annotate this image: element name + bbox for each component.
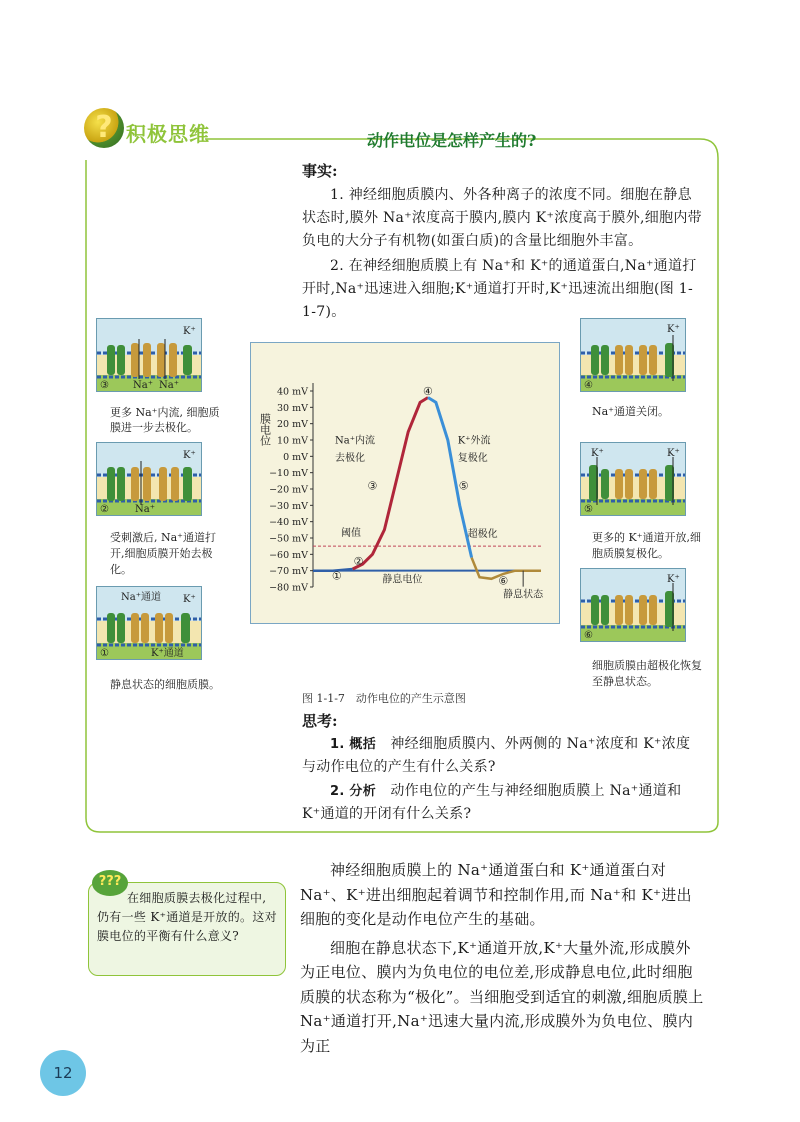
annotation-resting-potential: 静息电位 xyxy=(382,574,423,586)
panel-caption: 更多 Na⁺内流, 细胞质膜进一步去极化。 xyxy=(110,406,220,434)
annotation-depolarization: 去极化 xyxy=(335,453,365,465)
question-badge-icon: ? xyxy=(84,108,124,148)
question-1: 1. 概括 神经细胞质膜内、外两侧的 Na⁺浓度和 K⁺浓度与动作电位的产生有什么关系? xyxy=(302,736,691,775)
chart-svg xyxy=(251,343,559,623)
y-tick-label: −50 mV xyxy=(269,533,308,545)
panel-caption: 静息状态的细胞质膜。 xyxy=(110,678,220,691)
y-tick-label: −30 mV xyxy=(269,500,308,512)
membrane-panel-5 xyxy=(580,442,686,516)
membrane-panel-6 xyxy=(580,568,686,642)
stage-mark: ① xyxy=(331,569,342,583)
ion-label: Na⁺通道 xyxy=(121,592,161,603)
ion-label: K⁺ xyxy=(667,574,680,585)
body-text xyxy=(300,858,704,1058)
question-2: 2. 分析 动作电位的产生与神经细胞质膜上 Na⁺通道和 K⁺通道的开闭有什么关系? xyxy=(302,783,682,822)
ion-label: Na⁺ xyxy=(159,380,179,391)
panel-caption: 细胞质膜由超极化恢复至静息状态。 xyxy=(592,659,702,688)
page-number: 12 xyxy=(40,1050,86,1096)
curve-depolarization-segment xyxy=(353,398,428,570)
membrane-panel-3 xyxy=(96,318,202,392)
annotation-resting-state: 静息状态 xyxy=(503,589,544,601)
ion-label: Na⁺ xyxy=(135,504,155,515)
y-tick-label: 40 mV xyxy=(277,386,308,398)
think-questions xyxy=(302,733,702,826)
annotation-hyperpolarization: 超极化 xyxy=(467,529,498,541)
curve-repolarization-segment xyxy=(428,398,472,558)
ion-label: K⁺ xyxy=(667,324,680,335)
panel-caption: 受刺激后, Na⁺通道打开,细胞质膜开始去极化。 xyxy=(110,531,216,576)
y-tick-label: −40 mV xyxy=(269,517,308,529)
facts-heading: 事实: xyxy=(302,162,338,180)
annotation-depolarization: Na⁺内流 xyxy=(335,435,375,447)
ion-label: K⁺ xyxy=(183,594,196,605)
y-tick-label: −10 mV xyxy=(269,468,308,480)
question-bubble-icon: ??? xyxy=(92,870,128,896)
section-label: 积极思维 xyxy=(126,122,210,146)
stage-mark: ④ xyxy=(423,385,433,398)
annotation-threshold: 阈值 xyxy=(341,528,361,540)
ion-label: K⁺通道 xyxy=(151,648,184,659)
panel-caption: Na⁺通道关闭。 xyxy=(592,405,669,418)
sidebar-note-text: 在细胞质膜去极化过程中,仍有一些 K⁺通道是开放的。这对膜电位的平衡有什么意义? xyxy=(97,891,277,943)
fact-item: 1. 神经细胞质膜内、外各种离子的浓度不同。细胞在静息状态时,膜外 Na⁺浓度高于膜内,膜内 K⁺浓度高于膜外,细胞内带负电的大分子有机物(如蛋白质)的含量比细胞外丰富。 xyxy=(302,187,702,249)
y-tick-label: 0 mV xyxy=(283,451,308,463)
stage-mark: ⑥ xyxy=(498,574,509,588)
facts-text xyxy=(302,184,702,324)
ion-label: K⁺ xyxy=(591,448,604,459)
y-tick-label: −80 mV xyxy=(269,582,308,594)
panel-caption: 更多的 K⁺通道开放,细胞质膜复极化。 xyxy=(592,531,702,560)
panel-number: ② xyxy=(100,504,109,515)
sidebar-note xyxy=(88,882,286,976)
y-tick-label: −20 mV xyxy=(269,484,308,496)
panel-number: ⑥ xyxy=(584,630,593,641)
body-paragraph: 神经细胞质膜上的 Na⁺通道蛋白和 K⁺通道蛋白对 Na⁺、K⁺进出细胞起着调节和控制作用,而 Na⁺和 K⁺进出细胞的变化是动作电位产生的基础。 xyxy=(300,861,692,928)
page-title: 动作电位是怎样产生的? xyxy=(367,131,537,150)
stage-mark: ③ xyxy=(367,479,378,493)
panel-number: ③ xyxy=(100,380,109,391)
membrane-panel-4 xyxy=(580,318,686,392)
y-tick-label: −70 mV xyxy=(269,566,308,578)
membrane-panel-1 xyxy=(96,586,202,660)
y-tick-label: 10 mV xyxy=(277,435,308,447)
figure-caption: 图 1-1-7 动作电位的产生示意图 xyxy=(302,692,466,705)
panel-number: ① xyxy=(100,648,109,659)
y-tick-label: −60 mV xyxy=(269,549,308,561)
ion-label: K⁺ xyxy=(183,450,196,461)
think-heading: 思考: xyxy=(302,712,338,730)
panel-number: ⑤ xyxy=(584,504,593,515)
y-axis-label: 膜电位 xyxy=(258,413,272,446)
stage-mark: ② xyxy=(353,554,364,568)
fact-item: 2. 在神经细胞质膜上有 Na⁺和 K⁺的通道蛋白,Na⁺通道打开时,Na⁺迅速进入细胞;K⁺通道打开时,K⁺迅速流出细胞(图 1-1-7)。 xyxy=(302,258,697,320)
membrane-panel-2 xyxy=(96,442,202,516)
y-tick-label: 30 mV xyxy=(277,402,308,414)
ion-label: K⁺ xyxy=(183,326,196,337)
action-potential-chart xyxy=(250,342,560,624)
annotation-repolarization: K⁺外流 xyxy=(457,435,491,447)
y-tick-label: 20 mV xyxy=(277,419,308,431)
ion-label: K⁺ xyxy=(667,448,680,459)
stage-mark: ⑤ xyxy=(458,479,469,493)
ion-label: Na⁺ xyxy=(133,380,153,391)
panel-number: ④ xyxy=(584,380,593,391)
body-paragraph: 细胞在静息状态下,K⁺通道开放,K⁺大量外流,形成膜外为正电位、膜内为负电位的电位差,形成静息电位,此时细胞质膜的状态称为“极化”。当细胞受到适宜的刺激,细胞质膜上 Na⁺通道打开,Na⁺迅速大量内流,形成膜外为负电位、膜内为正 xyxy=(300,938,704,1055)
annotation-repolarization: 复极化 xyxy=(457,453,488,465)
